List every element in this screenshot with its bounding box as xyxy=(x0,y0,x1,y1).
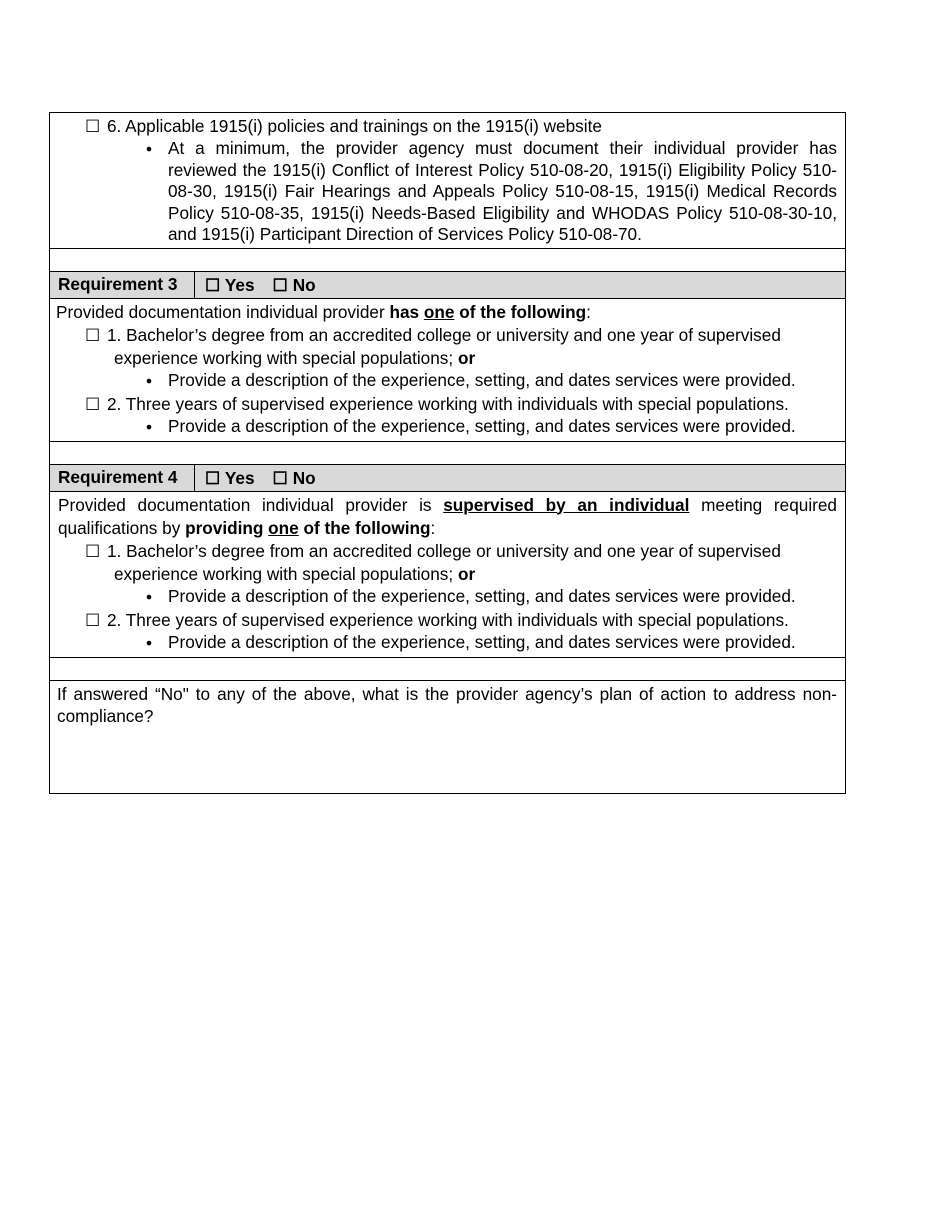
req4-option1-bullet: Provide a description of the experience, setting, and dates services were provided. xyxy=(168,585,796,606)
bullet-icon: • xyxy=(146,370,153,391)
req3-yes-label: Yes xyxy=(224,274,255,295)
spacer-row xyxy=(50,658,845,681)
req3-yes-checkbox[interactable]: ☐ xyxy=(205,274,221,295)
req4-body xyxy=(50,492,845,658)
item6-text: 6. Applicable 1915(i) policies and trainings on the 1915(i) website xyxy=(107,116,602,136)
req4-intro: Provided documentation individual provider is supervised by an individual meeting required qualifications by providing one of the following: xyxy=(58,494,837,538)
req3-no-checkbox[interactable]: ☐ xyxy=(272,274,288,295)
req4-yes-checkbox[interactable]: ☐ xyxy=(205,467,221,488)
req3-label: Requirement 3 xyxy=(50,272,195,298)
item6-checkbox[interactable]: ☐ xyxy=(85,116,101,136)
req3-option2-text: 2. Three years of supervised experience working with individuals with special populations. xyxy=(107,393,789,414)
req4-label: Requirement 4 xyxy=(50,465,195,491)
spacer-row xyxy=(50,249,845,272)
req4-option2-bullet: Provide a description of the experience, setting, and dates services were provided. xyxy=(168,631,796,652)
bullet-icon: • xyxy=(146,416,153,437)
req4-yes-label: Yes xyxy=(224,467,255,488)
req4-yes-option[interactable] xyxy=(205,468,255,491)
bullet-icon: • xyxy=(146,139,153,159)
req4-header xyxy=(50,465,845,492)
req3-option1-cont: experience working with special populations; or xyxy=(114,347,476,368)
req3-option1-checkbox[interactable]: ☐ xyxy=(85,324,101,345)
req4-option1-cont: experience working with special populations; or xyxy=(114,563,476,584)
req3-yes-option[interactable] xyxy=(205,275,255,298)
spacer-row xyxy=(50,442,845,465)
req4-option1-text: 1. Bachelor’s degree from an accredited college or university and one year of supervised xyxy=(107,540,781,561)
plan-question: If answered “No" to any of the above, what is the provider agency’s plan of action to address non-compliance? xyxy=(57,683,837,726)
requirements-table xyxy=(49,112,846,794)
req3-no-option[interactable] xyxy=(273,275,316,298)
req4-no-option[interactable] xyxy=(273,468,316,491)
req4-option2-checkbox[interactable]: ☐ xyxy=(85,609,101,630)
item6-row xyxy=(50,113,845,249)
req4-no-checkbox[interactable]: ☐ xyxy=(272,467,288,488)
req3-no-label: No xyxy=(292,274,316,295)
req3-header xyxy=(50,272,845,299)
req3-option1-text: 1. Bachelor’s degree from an accredited college or university and one year of supervised xyxy=(107,324,781,345)
bullet-icon: • xyxy=(146,632,153,653)
req4-no-label: No xyxy=(292,467,316,488)
req4-option2-text: 2. Three years of supervised experience working with individuals with special populations. xyxy=(107,609,789,630)
bullet-icon: • xyxy=(146,586,153,607)
req4-option1-checkbox[interactable]: ☐ xyxy=(85,540,101,561)
item6-bullet-text: At a minimum, the provider agency must document their individual provider has reviewed the 1915(i) Conflict of Interest Policy 510-08-20, 1915(i) Eligibility Policy 510-08-30, 1915(i) Fair Hearings and Appeals Policy 510-08-15, 1915(i) Medical Records Policy 510-08-35, 1915(i) Needs-Based Eligibility and WHODAS Policy 510-08-30-10, and 1915(i) Participant Direction of Services Policy 510-08-70. xyxy=(168,138,837,244)
req3-body xyxy=(50,299,845,442)
req3-intro: Provided documentation individual provider has one of the following: xyxy=(56,301,591,322)
req3-option1-bullet: Provide a description of the experience, setting, and dates services were provided. xyxy=(168,369,796,390)
plan-of-action-field[interactable] xyxy=(50,681,845,793)
req3-option2-checkbox[interactable]: ☐ xyxy=(85,393,101,414)
req3-option2-bullet: Provide a description of the experience, setting, and dates services were provided. xyxy=(168,415,796,436)
